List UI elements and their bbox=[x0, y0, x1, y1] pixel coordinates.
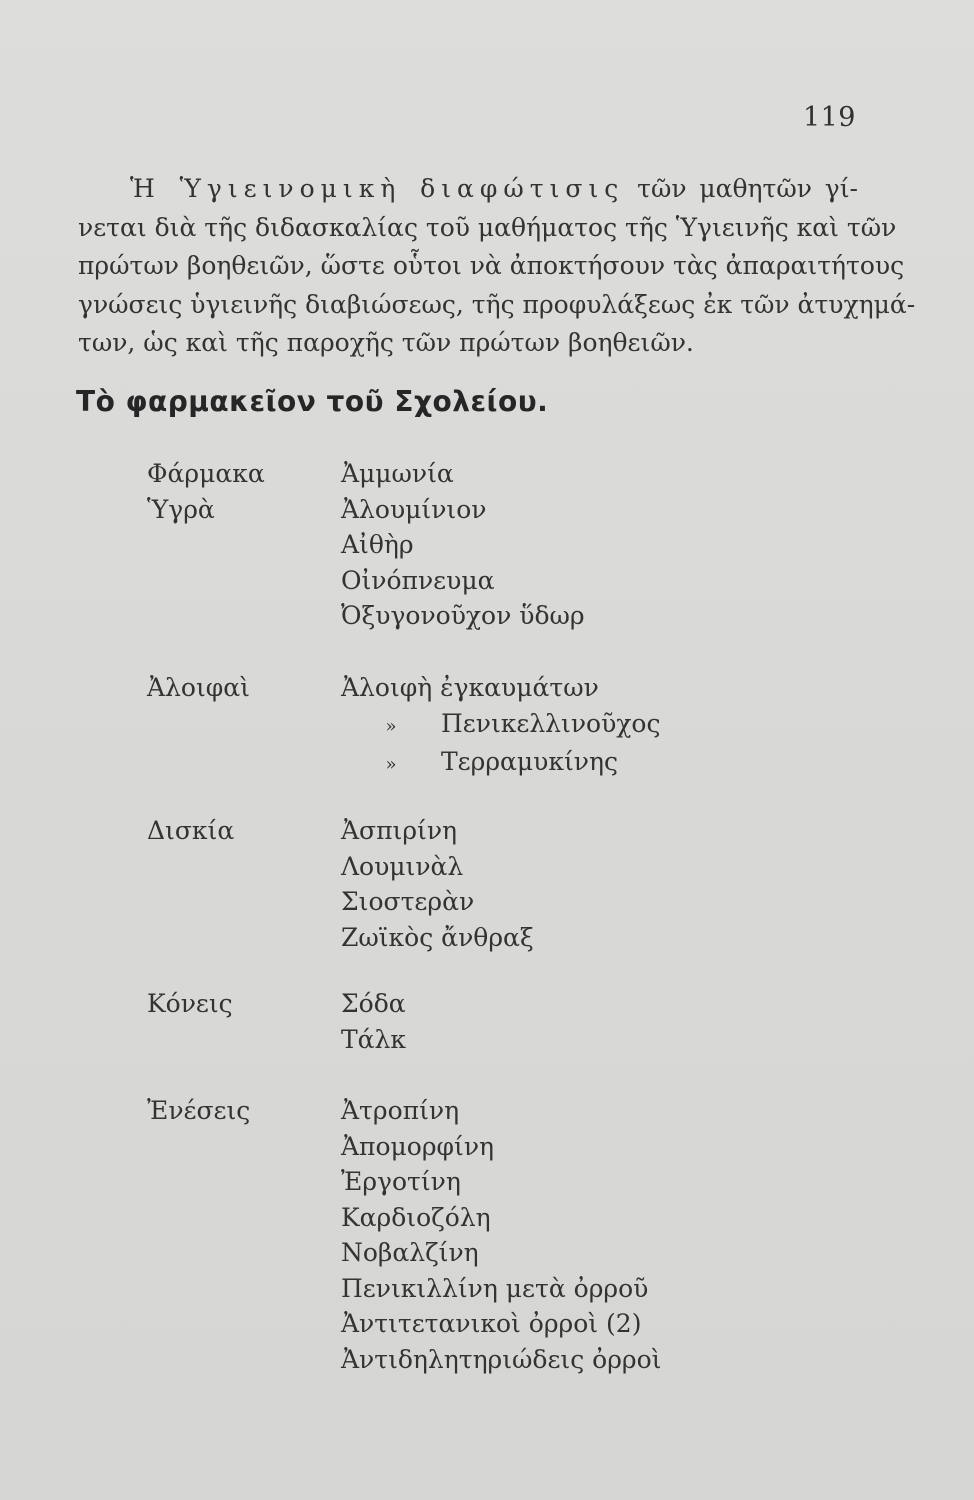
list-item: Ὀξυγονοῦχον ὕδωρ bbox=[341, 601, 585, 630]
list-item: Ἀλοιφὴ ἐγκαυμάτων bbox=[341, 673, 599, 702]
list-item: Νοβαλζίνη bbox=[341, 1238, 479, 1267]
list-item: Αἰθὴρ bbox=[341, 530, 414, 559]
list-item: Οἰνόπνευμα bbox=[341, 565, 495, 595]
list-item-text: Τερραμυκίνης bbox=[441, 747, 618, 776]
list-item: Ἀπομορφίνη bbox=[341, 1131, 495, 1161]
list-item: Ἀσπιρίνη bbox=[341, 816, 458, 845]
list-item: Ἀντιδηλητηριώδεις ὀρροὶ bbox=[341, 1344, 662, 1374]
item-list bbox=[341, 986, 901, 1057]
intro-line: πρώτων βοηθειῶν, ὥστε οὗτοι νὰ ἀποκτήσουν τὰς ἀπαραιτήτους bbox=[78, 251, 905, 280]
category-label: Ἐνέσεις bbox=[147, 1096, 251, 1125]
intro-line: γνώσεις ὑγιεινῆς διαβιώσεως, τῆς προφυλάξεως ἐκ τῶν ἀτυχημά- bbox=[78, 289, 916, 319]
list-item: Σόδα bbox=[341, 989, 406, 1018]
list-item: Καρδιοζόλη bbox=[341, 1202, 491, 1232]
intro-paragraph bbox=[78, 170, 916, 363]
item-list bbox=[341, 456, 901, 634]
list-item-text: Πενικελλινοῦχος bbox=[441, 708, 661, 738]
intro-line bbox=[78, 170, 858, 209]
list-item: Ζωϊκὸς ἄνθραξ bbox=[341, 922, 534, 952]
list-item: Σιοστερὰν bbox=[341, 887, 475, 916]
ditto-mark: » bbox=[385, 754, 397, 775]
intro-lead-spaced: Ἡ Ὑγιεινομικὴ διαφώτισις bbox=[130, 174, 625, 203]
list-item: Ἀλουμίνιον bbox=[341, 494, 487, 524]
intro-lead-rest: τῶν μαθητῶν γί- bbox=[637, 174, 858, 203]
list-item: Ἀντιτετανικοὶ ὀρροὶ (2) bbox=[341, 1309, 642, 1338]
list-item: Ἐργοτίνη bbox=[341, 1167, 461, 1196]
list-item: Ἀτροπίνη bbox=[341, 1096, 460, 1125]
category-label: Ἀλοιφαὶ bbox=[147, 673, 250, 702]
list-item bbox=[341, 744, 901, 783]
page-number: 119 bbox=[802, 102, 856, 133]
list-item: Λουμινὰλ bbox=[341, 851, 464, 881]
item-list bbox=[341, 1093, 901, 1377]
list-item bbox=[341, 706, 901, 745]
list-item: Πενικιλλίνη μετὰ ὀρροῦ bbox=[341, 1273, 649, 1303]
item-list bbox=[341, 813, 901, 955]
ditto-mark: » bbox=[385, 715, 397, 737]
category-label: Δισκία bbox=[147, 816, 235, 845]
list-item: Τάλκ bbox=[341, 1024, 407, 1054]
category-label: Κόνεις bbox=[147, 989, 233, 1018]
category-label: Φάρμακα Ὑγρὰ bbox=[147, 459, 265, 524]
intro-line: νεται διὰ τῆς διδασκαλίας τοῦ μαθήματος τῆς Ὑγιεινῆς καὶ τῶν bbox=[78, 212, 897, 242]
list-item: Ἀμμωνία bbox=[341, 459, 454, 488]
intro-line: των, ὡς καὶ τῆς παροχῆς τῶν πρώτων βοηθειῶν. bbox=[78, 328, 694, 357]
item-list bbox=[341, 670, 901, 783]
section-heading: Τὸ φαρμακεῖον τοῦ Σχολείου. bbox=[76, 385, 549, 418]
